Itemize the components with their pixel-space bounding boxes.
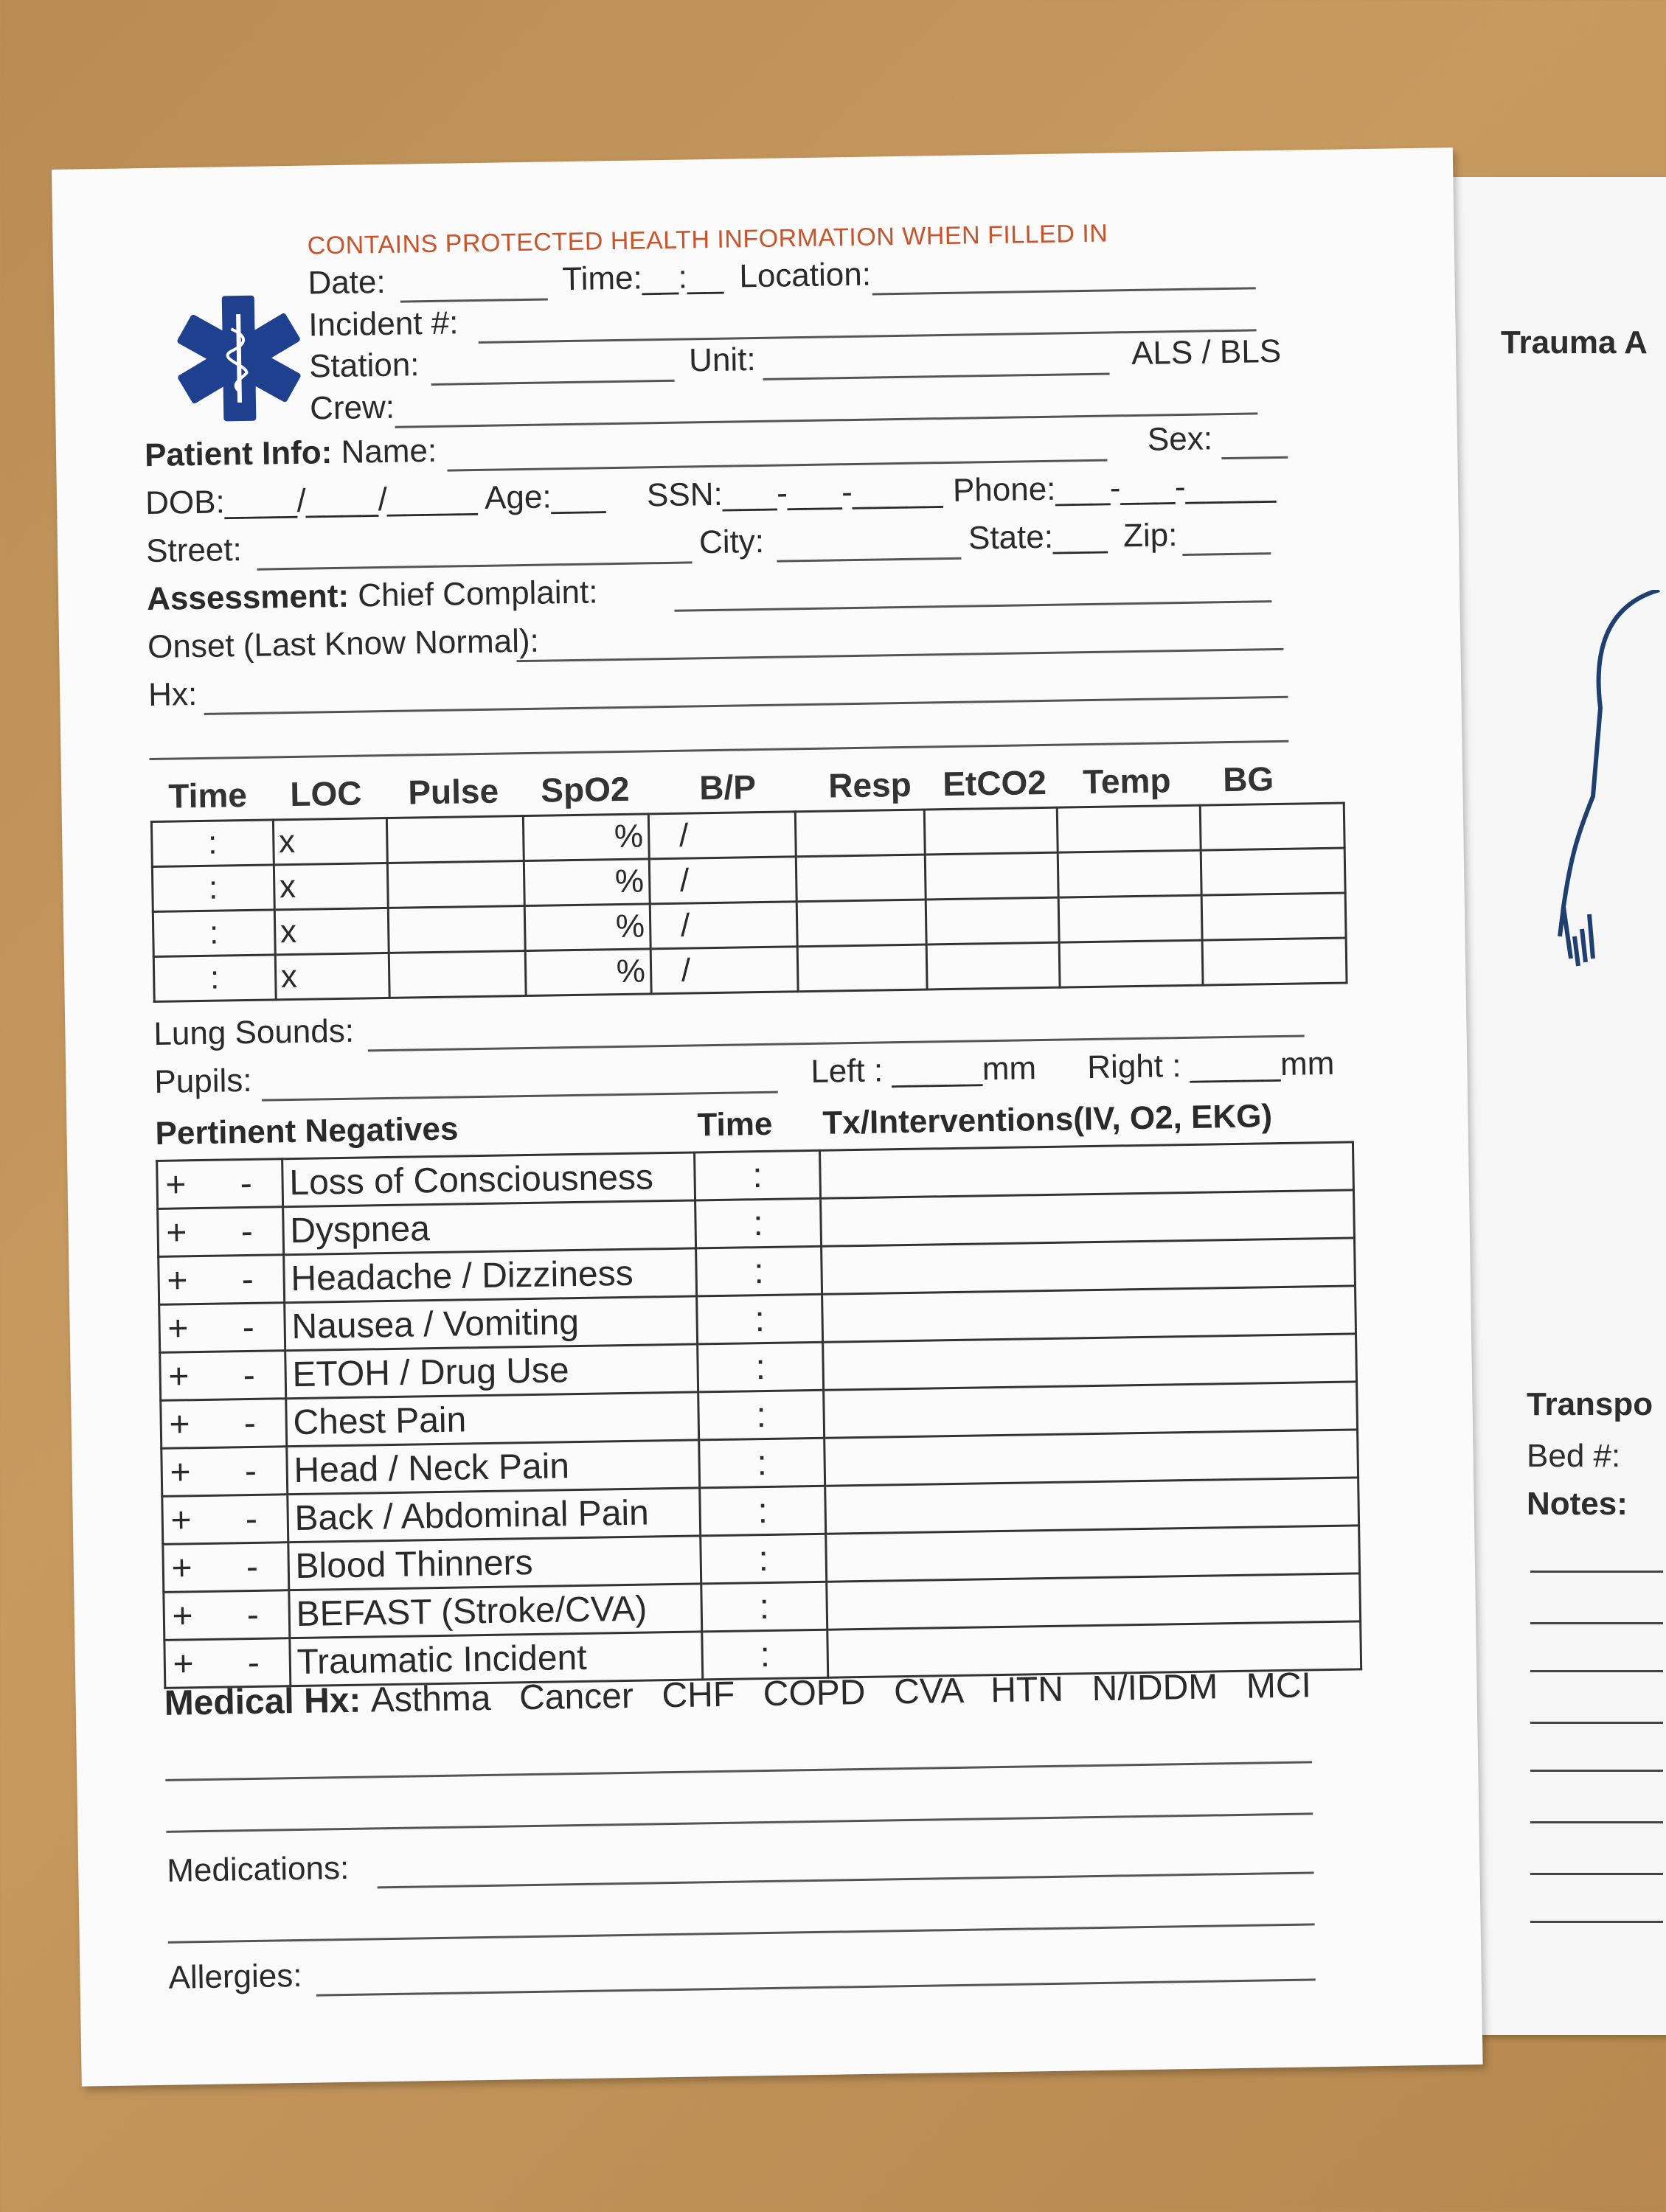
- vitals-pulse-cell[interactable]: [389, 951, 527, 998]
- negative-time-cell[interactable]: :: [695, 1198, 822, 1248]
- pertinent-negatives-table: [156, 1141, 1362, 1688]
- vitals-bp-cell[interactable]: /: [650, 902, 798, 949]
- notes-line: [1530, 1821, 1663, 1823]
- negative-time-cell[interactable]: :: [702, 1630, 828, 1680]
- tx-cell[interactable]: [827, 1573, 1361, 1630]
- tx-cell[interactable]: [822, 1286, 1356, 1342]
- star-of-life-icon: [172, 291, 307, 426]
- tx-cell[interactable]: [820, 1190, 1354, 1246]
- onset-line[interactable]: [517, 648, 1284, 662]
- sex-line[interactable]: [1221, 456, 1288, 459]
- phone-label: Phone:___-___-_____: [952, 467, 1277, 509]
- vitals-header-temp: Temp: [1082, 761, 1171, 801]
- vitals-loc-cell[interactable]: x: [274, 863, 389, 909]
- station-label: Station:: [308, 347, 420, 385]
- notes-line: [1530, 1873, 1663, 1875]
- negative-label: Head / Neck Pain: [286, 1440, 699, 1495]
- notes-line: [1530, 1722, 1663, 1724]
- sex-label: Sex:: [1147, 420, 1213, 458]
- pupils-label: Pupils:: [154, 1062, 252, 1100]
- medications-line-2[interactable]: [168, 1923, 1315, 1943]
- vitals-resp-cell[interactable]: [798, 945, 928, 992]
- vitals-header-pulse: Pulse: [407, 771, 499, 812]
- allergies-line[interactable]: [316, 1978, 1316, 1996]
- crew-line[interactable]: [395, 412, 1258, 428]
- tx-cell[interactable]: [826, 1526, 1360, 1582]
- negative-label: Traumatic Incident: [290, 1632, 703, 1686]
- incident-label: Incident #:: [308, 305, 459, 344]
- vitals-bp-cell[interactable]: /: [650, 947, 799, 994]
- vitals-table: [150, 802, 1348, 1003]
- pupil-left-label: Left : _____mm: [810, 1050, 1037, 1090]
- vitals-spo2-cell[interactable]: %: [525, 949, 651, 996]
- vitals-time-cell[interactable]: :: [152, 865, 274, 912]
- crew-label: Crew:: [309, 389, 395, 427]
- als-bls-label[interactable]: ALS / BLS: [1131, 333, 1282, 372]
- negative-label: Loss of Consciousness: [282, 1152, 695, 1207]
- vitals-etco2-cell[interactable]: [924, 807, 1058, 855]
- vitals-pulse-cell[interactable]: [387, 816, 524, 863]
- body-outline-icon: [1549, 590, 1666, 988]
- medical-hx-conditions[interactable]: Asthma Cancer CHF COPD CVA HTN N/IDDM MCI: [370, 1666, 1312, 1720]
- location-label: Location:: [739, 256, 872, 295]
- vitals-header-spo2: SpO2: [540, 769, 630, 810]
- vitals-spo2-cell[interactable]: %: [524, 859, 650, 906]
- vitals-spo2-cell[interactable]: %: [523, 814, 649, 861]
- pupils-line[interactable]: [262, 1091, 778, 1102]
- plus-minus-toggle[interactable]: + -: [163, 1543, 289, 1593]
- zip-line[interactable]: [1182, 552, 1271, 556]
- date-line[interactable]: [400, 298, 548, 302]
- vitals-temp-cell[interactable]: [1057, 805, 1201, 852]
- medications-label: Medications:: [166, 1849, 350, 1889]
- vitals-etco2-cell[interactable]: [925, 852, 1058, 900]
- tx-cell[interactable]: [821, 1238, 1355, 1294]
- chief-complaint-line[interactable]: [674, 600, 1271, 612]
- medical-hx-line[interactable]: [165, 1761, 1312, 1781]
- vitals-header-resp: Resp: [827, 765, 912, 805]
- hx-line[interactable]: [204, 696, 1288, 715]
- zip-label: Zip:: [1122, 517, 1178, 554]
- plus-minus-toggle[interactable]: + -: [158, 1207, 284, 1257]
- hx-line-2[interactable]: [150, 740, 1289, 760]
- ssn-label: SSN:___-___-_____: [646, 473, 943, 514]
- negative-label: ETOH / Drug Use: [285, 1344, 698, 1399]
- city-line[interactable]: [777, 557, 961, 563]
- vitals-header-bg: BG: [1222, 759, 1274, 799]
- notes-line: [1530, 1571, 1663, 1573]
- vitals-etco2-cell[interactable]: [926, 942, 1060, 990]
- hx-label: Hx:: [147, 675, 198, 714]
- age-label: Age:___: [484, 478, 606, 516]
- negative-time-cell[interactable]: :: [699, 1438, 825, 1488]
- medical-hx-label: Medical Hx:: [164, 1680, 361, 1723]
- negative-time-cell[interactable]: :: [695, 1150, 821, 1200]
- allergies-label: Allergies:: [168, 1957, 302, 1996]
- plus-minus-toggle[interactable]: + -: [160, 1351, 286, 1401]
- vitals-time-cell[interactable]: :: [153, 910, 275, 957]
- unit-line[interactable]: [763, 373, 1110, 380]
- vitals-bp-cell[interactable]: /: [648, 812, 796, 859]
- plus-minus-toggle[interactable]: + -: [159, 1255, 285, 1305]
- vitals-header-time: Time: [167, 775, 248, 815]
- vitals-bg-cell[interactable]: [1202, 938, 1347, 985]
- chief-complaint-row: [147, 574, 598, 618]
- tx-interventions-header: Tx/Interventions(IV, O2, EKG): [822, 1098, 1273, 1141]
- vitals-header-loc: LOC: [289, 773, 362, 814]
- vitals-resp-cell[interactable]: [797, 900, 927, 947]
- vitals-loc-cell[interactable]: x: [274, 908, 389, 954]
- negative-time-cell[interactable]: :: [700, 1486, 826, 1536]
- onset-label: Onset (Last Know Normal):: [147, 622, 540, 666]
- plus-minus-toggle[interactable]: + -: [164, 1638, 291, 1688]
- vitals-etco2-cell[interactable]: [926, 897, 1059, 945]
- patient-name-row: [145, 433, 437, 474]
- chief-complaint-label: Chief Complaint:: [357, 574, 598, 614]
- negative-time-cell[interactable]: :: [698, 1390, 825, 1440]
- name-line[interactable]: [447, 459, 1107, 472]
- location-line[interactable]: [872, 287, 1256, 295]
- tx-cell[interactable]: [824, 1430, 1358, 1486]
- negative-label: BEFAST (Stroke/CVA): [289, 1584, 702, 1638]
- unit-label: Unit:: [688, 341, 757, 379]
- state-label: State:___: [968, 518, 1108, 557]
- medical-hx-line-2[interactable]: [166, 1812, 1313, 1832]
- notes-line: [1530, 1670, 1663, 1672]
- tx-cell[interactable]: [819, 1142, 1353, 1198]
- assessment-section-label: Assessment:: [146, 577, 350, 618]
- station-line[interactable]: [431, 380, 675, 386]
- tx-cell[interactable]: [822, 1334, 1356, 1390]
- patient-section-label: Patient Info:: [144, 434, 333, 474]
- negative-time-cell[interactable]: :: [701, 1582, 827, 1632]
- negatives-time-header: Time: [697, 1105, 773, 1144]
- vitals-loc-cell[interactable]: x: [273, 818, 388, 864]
- date-label: Date:: [308, 263, 386, 302]
- negative-time-cell[interactable]: :: [697, 1294, 823, 1344]
- negative-label: Chest Pain: [285, 1392, 698, 1447]
- pupil-right-label: Right : _____mm: [1086, 1045, 1335, 1086]
- notes-line: [1530, 1770, 1663, 1772]
- negative-label: Back / Abdominal Pain: [288, 1488, 701, 1543]
- negative-time-cell[interactable]: :: [696, 1246, 822, 1296]
- tx-cell[interactable]: [823, 1382, 1357, 1438]
- negative-label: Dyspnea: [282, 1200, 695, 1255]
- negative-time-cell[interactable]: :: [701, 1534, 827, 1584]
- plus-minus-toggle[interactable]: + -: [162, 1495, 288, 1545]
- vitals-bg-cell[interactable]: [1201, 848, 1346, 895]
- vitals-bg-cell[interactable]: [1201, 893, 1346, 940]
- vitals-bg-cell[interactable]: [1201, 803, 1345, 850]
- city-label: City:: [698, 523, 765, 561]
- bed-label: Bed #:: [1527, 1438, 1621, 1474]
- time-label: Time:__:__: [562, 258, 724, 298]
- plus-minus-toggle[interactable]: + -: [164, 1590, 290, 1641]
- vitals-temp-cell[interactable]: [1058, 895, 1203, 942]
- vitals-bp-cell[interactable]: /: [649, 857, 797, 904]
- dob-label: DOB:____/____/_____: [145, 479, 478, 522]
- street-label: Street:: [145, 532, 243, 570]
- vitals-pulse-cell[interactable]: [389, 906, 526, 953]
- form-sheet: [52, 147, 1483, 2087]
- vitals-time-cell[interactable]: :: [151, 820, 274, 867]
- vitals-temp-cell[interactable]: [1059, 940, 1204, 987]
- street-line[interactable]: [257, 561, 693, 570]
- transport-label: Transpo: [1527, 1386, 1653, 1422]
- tx-cell[interactable]: [825, 1478, 1358, 1534]
- vitals-loc-cell[interactable]: x: [275, 953, 390, 999]
- pertinent-negatives-title: Pertinent Negatives: [155, 1110, 459, 1152]
- plus-minus-toggle[interactable]: + -: [159, 1303, 285, 1353]
- plus-minus-toggle[interactable]: + -: [157, 1159, 283, 1209]
- negative-label: Nausea / Vomiting: [284, 1296, 697, 1351]
- vitals-spo2-cell[interactable]: %: [524, 904, 650, 951]
- vitals-header-bp: B/P: [698, 768, 757, 807]
- plus-minus-toggle[interactable]: + -: [162, 1447, 288, 1497]
- medications-line[interactable]: [378, 1871, 1314, 1888]
- negative-label: Blood Thinners: [288, 1536, 701, 1590]
- lung-sounds-label: Lung Sounds:: [153, 1012, 355, 1052]
- vitals-resp-cell[interactable]: [796, 810, 926, 857]
- negative-time-cell[interactable]: :: [698, 1342, 824, 1392]
- name-label: Name:: [341, 432, 437, 470]
- phi-warning: CONTAINS PROTECTED HEALTH INFORMATION WHEN FILLED IN: [307, 219, 1108, 260]
- plus-minus-toggle[interactable]: + -: [161, 1399, 287, 1449]
- notes-line: [1530, 1622, 1663, 1624]
- vitals-temp-cell[interactable]: [1058, 850, 1202, 897]
- second-sheet-title: Trauma A: [1501, 324, 1648, 361]
- notes-line: [1530, 1921, 1663, 1923]
- notes-label: Notes:: [1527, 1486, 1628, 1522]
- vitals-time-cell[interactable]: :: [153, 955, 276, 1002]
- vitals-resp-cell[interactable]: [796, 855, 926, 902]
- vitals-pulse-cell[interactable]: [388, 861, 525, 908]
- negative-label: Headache / Dizziness: [283, 1248, 696, 1303]
- vitals-header-etco2: EtCO2: [942, 762, 1047, 804]
